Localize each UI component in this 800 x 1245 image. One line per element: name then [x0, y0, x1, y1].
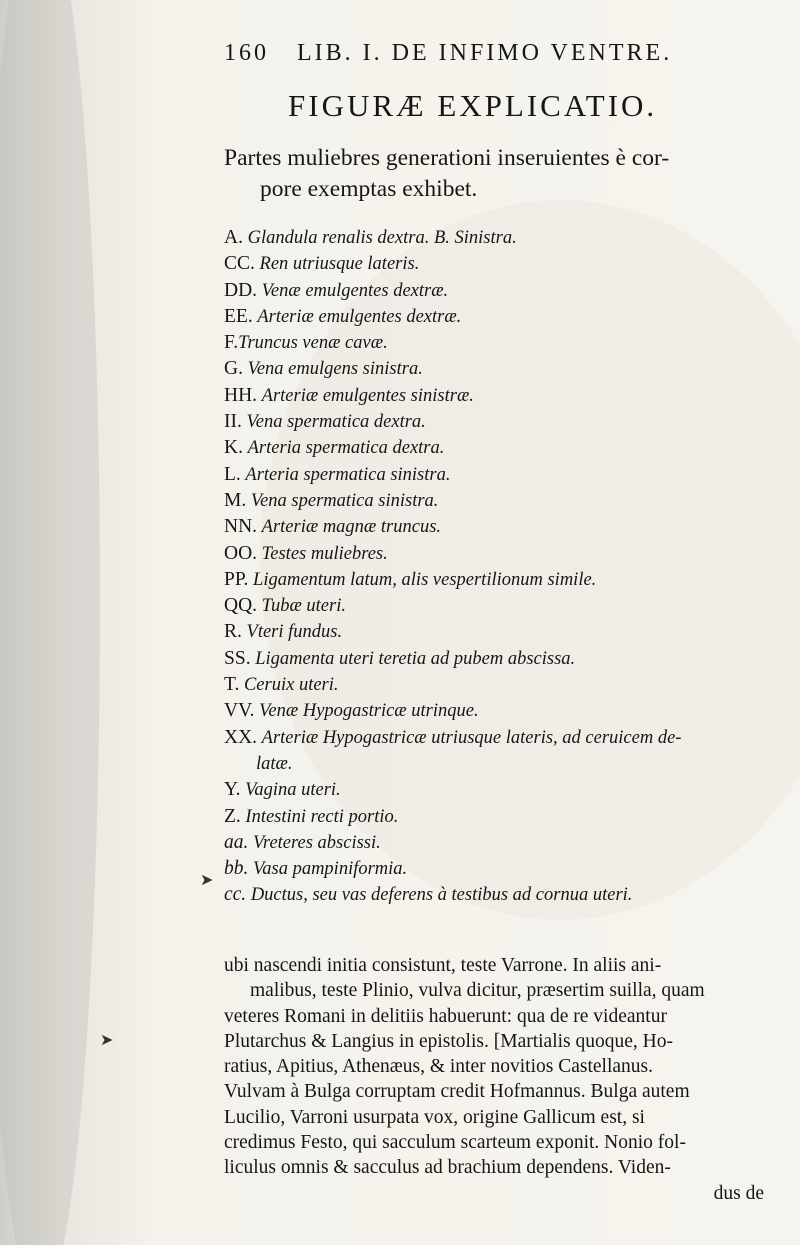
figure-legend [224, 225, 764, 909]
legend-desc: Vteri fundus. [246, 622, 343, 643]
legend-desc: Ductus, seu vas deferens à testibus ad cornua uteri. [250, 885, 633, 906]
legend-item-y [224, 777, 764, 803]
legend-key: A. [224, 227, 243, 248]
legend-key: M. [224, 489, 247, 511]
legend-item-m [224, 488, 764, 514]
legend-item-oo [224, 541, 764, 567]
legend-desc: Testes muliebres. [261, 543, 388, 564]
legend-desc: Arteriæ emulgentes sinistræ. [261, 385, 474, 406]
running-header [224, 40, 704, 74]
legend-key: Y. [224, 779, 241, 801]
legend-key: cc. [224, 884, 247, 906]
legend-desc: Ren utriusque lateris. [259, 254, 420, 275]
legend-key: CC. [224, 253, 255, 275]
legend-item-vv [224, 698, 764, 724]
legend-desc: Ceruix uteri. [243, 675, 339, 696]
legend-item-nn [224, 514, 764, 540]
legend-item-cc [224, 251, 764, 277]
body-line-catchword: dus de [713, 1182, 764, 1204]
legend-desc: Vena spermatica dextra. [246, 412, 426, 433]
margin-arrow-mark: ➤ [100, 1032, 114, 1049]
legend-item-g [224, 356, 764, 382]
legend-item-xx [224, 725, 764, 751]
legend-key: II. [224, 411, 242, 433]
legend-key: T. [224, 674, 240, 696]
legend-key: Z. [224, 805, 241, 827]
legend-desc: Glandula renalis dextra. B. Sinistra. [247, 228, 517, 248]
legend-desc-continued: latæ. [256, 753, 293, 774]
legend-item-a [224, 225, 764, 251]
legend-item-z [224, 804, 764, 830]
legend-desc: Vasa pampiniformia. [253, 859, 408, 880]
body-line: Lucilio, Varroni usurpata vox, origine Gallicum est, si [224, 1106, 645, 1128]
legend-key: XX. [224, 726, 258, 748]
legend-desc: Arteria spermatica dextra. [247, 438, 445, 459]
legend-key: DD. [224, 279, 258, 301]
legend-item-hh [224, 383, 764, 409]
legend-key: SS. [224, 647, 251, 669]
legend-desc: Ligamentum latum, alis vespertilionum simile. [253, 569, 597, 590]
body-line: credimus Festo, qui sacculum scarteum exponit. Nonio fol- [224, 1132, 686, 1154]
legend-desc: Arteriæ Hypogastricæ utriusque lateris, ad ceruicem de- [261, 727, 682, 748]
legend-key: F. [224, 332, 239, 354]
legend-desc: Arteriæ magnæ truncus. [261, 517, 442, 538]
legend-key: EE. [224, 305, 253, 327]
legend-key: HH. [224, 384, 258, 406]
legend-item-ee [224, 304, 764, 330]
body-line: ratius, Apitius, Athenæus, & inter novitios Castellanus. [224, 1056, 653, 1078]
legend-item-dd [224, 278, 764, 304]
legend-key: K. [224, 437, 243, 459]
body-text [224, 953, 764, 1206]
legend-desc: Venæ emulgentes dextræ. [261, 280, 449, 301]
legend-desc: Arteria spermatica sinistra. [245, 464, 451, 485]
legend-item-xx-continued [224, 751, 764, 777]
section-title: FIGURÆ EXPLICATIO. [288, 88, 658, 123]
legend-key: L. [224, 463, 241, 485]
page-number: 160 [224, 40, 269, 66]
legend-key: bb. [224, 858, 249, 880]
intro-line: pore exemptas exhibet. [260, 176, 478, 202]
legend-key: NN. [224, 516, 258, 538]
legend-key: PP. [224, 568, 249, 590]
body-line: ubi nascendi initia consistunt, teste Varrone. In aliis ani- [224, 955, 662, 976]
legend-item-ii [224, 409, 764, 435]
legend-item-cc-lower [224, 882, 764, 908]
legend-item-qq [224, 593, 764, 619]
legend-item-bb [224, 856, 764, 882]
margin-arrow-mark: ➤ [200, 872, 214, 889]
body-line: liculus omnis & sacculus ad brachium dependens. Viden- [224, 1157, 671, 1179]
legend-desc: Ligamenta uteri teretia ad pubem abscissa. [255, 648, 576, 669]
legend-desc: Intestini recti portio. [245, 806, 399, 827]
legend-key: VV. [224, 700, 255, 722]
legend-item-ss [224, 646, 764, 672]
intro-line: Partes muliebres generationi inseruientes è cor- [224, 145, 670, 171]
legend-desc: Arteriæ emulgentes dextræ. [257, 306, 462, 327]
legend-desc: Vagina uteri. [245, 780, 341, 801]
legend-desc: Venæ Hypogastricæ utrinque. [259, 701, 479, 722]
body-line: veteres Romani in delitiis habuerunt: qua de re videantur [224, 1005, 667, 1027]
legend-desc: Vena emulgens sinistra. [247, 359, 423, 380]
body-line: malibus, teste Plinio, vulva dicitur, præsertim suilla, quam [250, 980, 705, 1002]
running-title: LIB. I. DE INFIMO VENTRE. [297, 40, 673, 66]
body-line: Plutarchus & Langius in epistolis. [Martialis quoque, Ho- [224, 1030, 673, 1052]
legend-item-f [224, 330, 764, 356]
legend-key: QQ. [224, 595, 258, 617]
legend-key: G. [224, 358, 243, 380]
legend-item-pp [224, 567, 764, 593]
legend-item-l [224, 462, 764, 488]
legend-desc: Truncus venæ cavæ. [238, 333, 388, 354]
legend-key: R. [224, 621, 242, 643]
legend-desc: Vreteres abscissi. [253, 832, 381, 853]
body-line: Vulvam à Bulga corruptam credit Hofmannus. Bulga autem [224, 1081, 690, 1103]
legend-item-k [224, 435, 764, 461]
legend-key: OO. [224, 542, 258, 564]
legend-key: aa. [224, 831, 249, 853]
legend-desc: Vena spermatica sinistra. [250, 490, 439, 511]
intro-paragraph [224, 143, 764, 205]
legend-item-aa [224, 830, 764, 856]
legend-desc: Tubæ uteri. [261, 596, 346, 617]
legend-item-t [224, 672, 764, 698]
legend-item-r [224, 619, 764, 645]
